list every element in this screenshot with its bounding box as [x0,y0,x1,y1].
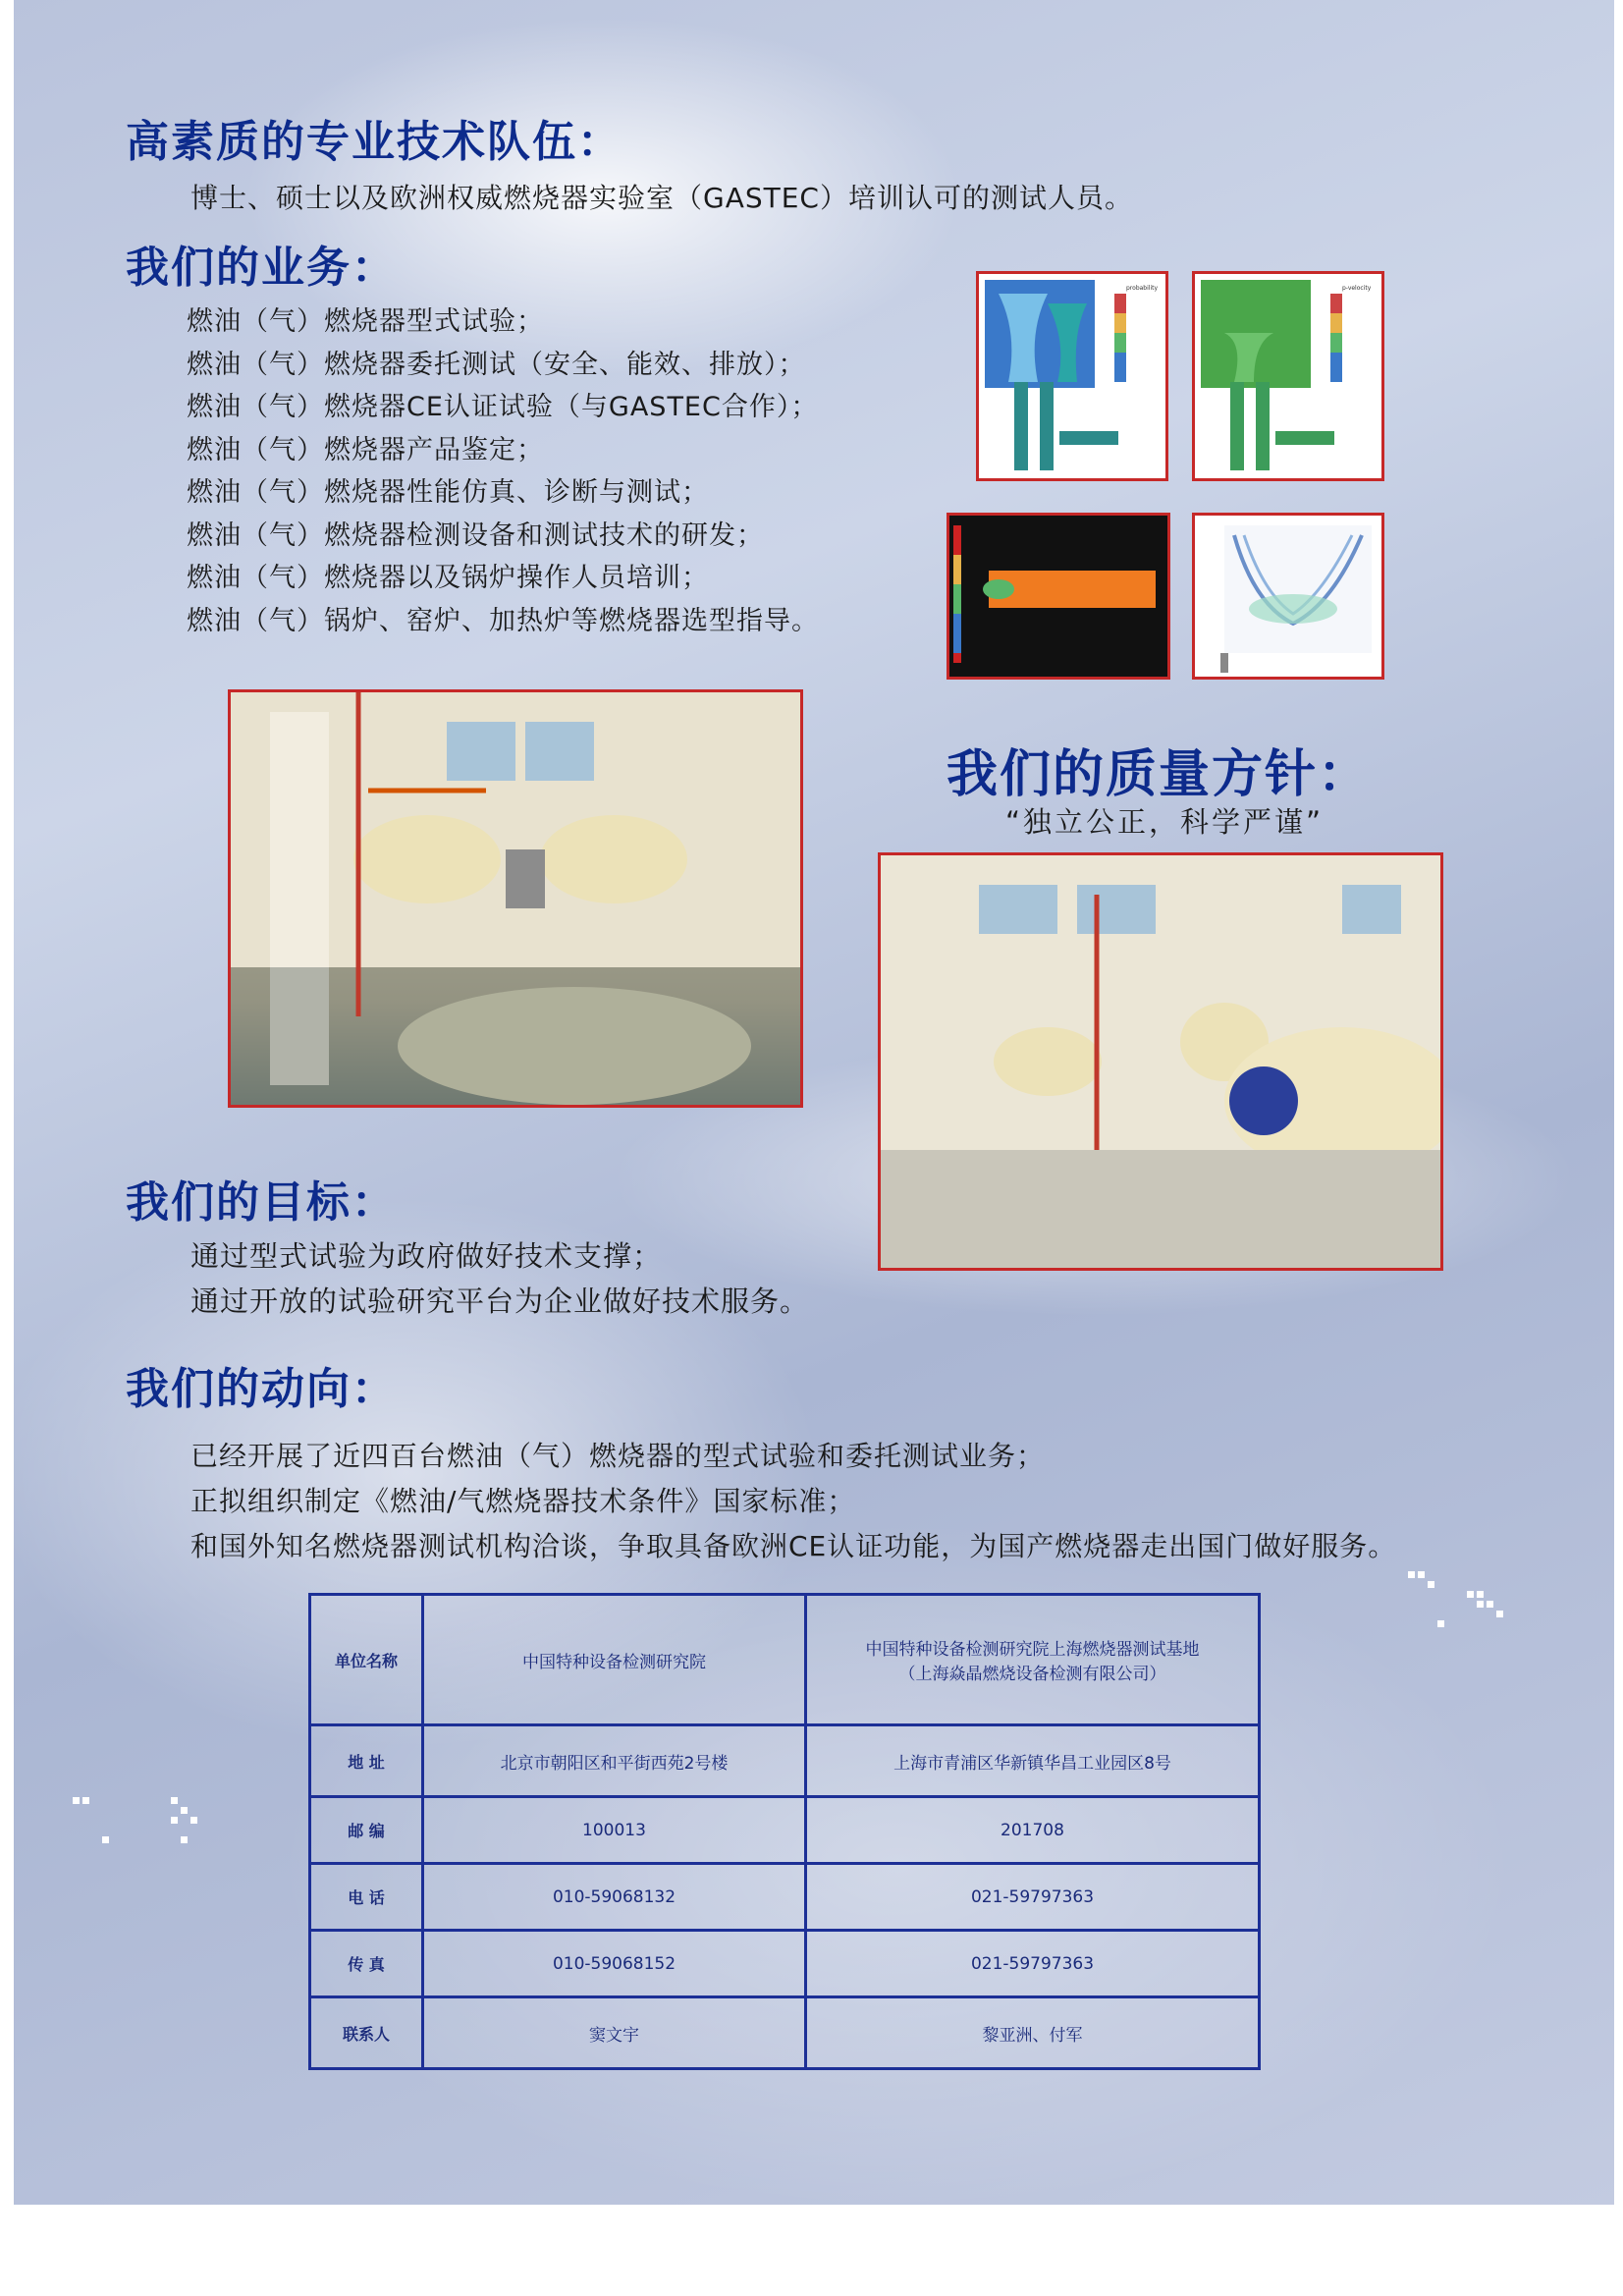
table-row [310,1595,1260,1725]
lab-photo-left [228,689,803,1108]
table-cell: 021-59797363 [806,1931,1260,1997]
table-cell: 上海市青浦区华新镇华昌工业园区8号 [806,1725,1260,1797]
team-heading: 高素质的专业技术队伍： [126,117,622,167]
business-item: 燃油（气）锅炉、窑炉、加热炉等燃烧器选型指导。 [187,605,819,636]
sim1-label: probability [1126,285,1159,292]
table-cell: 201708 [806,1797,1260,1864]
table-row [310,1931,1260,1997]
goal-item: 通过开放的试验研究平台为企业做好技术服务。 [190,1285,810,1318]
table-row [310,1864,1260,1931]
table-row [310,1725,1260,1797]
table-cell: 010-59068132 [423,1864,806,1931]
trends-heading: 我们的动向： [126,1364,397,1414]
table-cell-line: 中国特种设备检测研究院上海燃烧器测试基地 [865,1640,1200,1661]
table-label: 单位名称 [310,1595,423,1725]
goals-list [190,1233,809,1324]
trend-item: 和国外知名燃烧器测试机构洽谈，争取具备欧洲CE认证功能，为国产燃烧器走出国门做好服务。 [190,1530,1397,1562]
business-list [187,301,819,642]
table-cell: 北京市朝阳区和平街西苑2号楼 [423,1725,806,1797]
brochure-page [14,0,1614,2205]
quality-quote: “独立公正，科学严谨” [1005,805,1325,839]
table-row [310,1997,1260,2069]
business-heading: 我们的业务： [126,243,397,293]
trend-item: 正拟组织制定《燃油/气燃烧器技术条件》国家标准； [190,1485,856,1517]
table-cell: 010-59068152 [423,1931,806,1997]
table-label: 传 真 [310,1931,423,1997]
goals-heading: 我们的目标： [126,1177,397,1228]
table-label: 电 话 [310,1864,423,1931]
table-cell-multiline [806,1595,1260,1725]
table-cell: 窦文宇 [423,1997,806,2069]
business-item: 燃油（气）燃烧器委托测试（安全、能效、排放）； [187,349,806,380]
lab-photo-right [878,852,1443,1271]
contact-table [308,1593,1261,2070]
business-item: 燃油（气）燃烧器性能仿真、诊断与测试； [187,477,709,508]
simulation-image-velocity-blue [976,271,1168,481]
simulation-image-flame [947,513,1170,680]
table-row [310,1797,1260,1864]
trend-item: 已经开展了近四百台燃油（气）燃烧器的型式试验和委托测试业务； [190,1440,1046,1472]
team-text: 博士、硕士以及欧洲权威燃烧器实验室（GASTEC）培训认可的测试人员。 [190,182,1133,214]
business-item: 燃油（气）燃烧器检测设备和测试技术的研发； [187,519,764,551]
simulation-image-velocity-green [1192,271,1384,481]
simulation-image-flow-vectors [1192,513,1384,680]
sim2-label: p-velocity [1342,285,1372,292]
business-item: 燃油（气）燃烧器以及锅炉操作人员培训； [187,563,709,593]
business-item: 燃油（气）燃烧器产品鉴定； [187,434,544,465]
trends-list [190,1434,1396,1569]
table-cell-line: （上海焱晶燃烧设备检测有限公司） [898,1665,1166,1685]
goal-item: 通过型式试验为政府做好技术支撑； [190,1239,663,1273]
table-cell: 黎亚洲、付军 [806,1997,1260,2069]
table-cell: 100013 [423,1797,806,1864]
business-item: 燃油（气）燃烧器型式试验； [187,306,544,337]
table-label: 地 址 [310,1725,423,1797]
table-label: 联系人 [310,1997,423,2069]
business-item: 燃油（气）燃烧器CE认证试验（与GASTEC合作）； [187,392,819,422]
table-cell: 021-59797363 [806,1864,1260,1931]
table-label: 邮 编 [310,1797,423,1864]
table-cell: 中国特种设备检测研究院 [423,1595,806,1725]
quality-heading: 我们的质量方针： [947,745,1372,804]
